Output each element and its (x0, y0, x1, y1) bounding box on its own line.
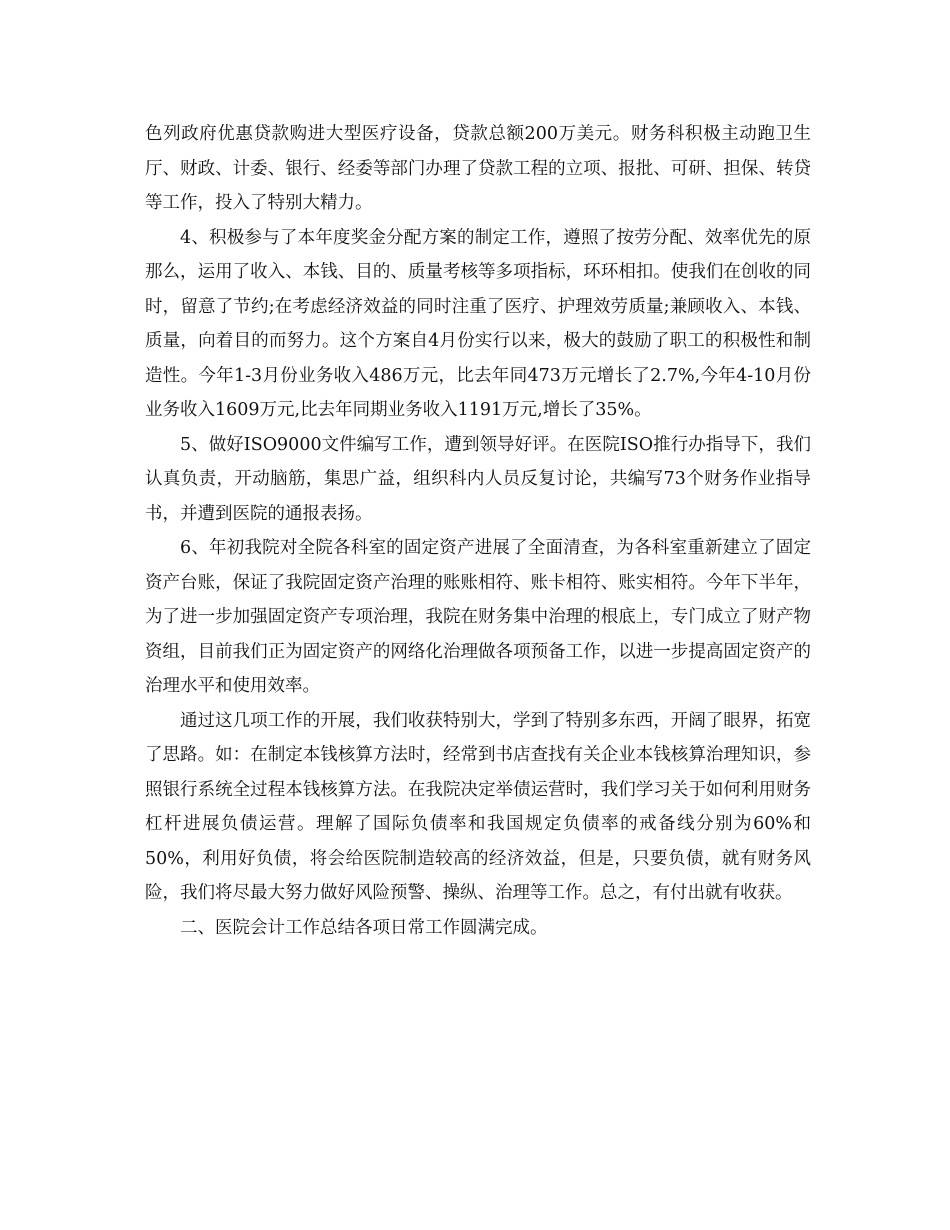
paragraph-loan-continuation: 色列政府优惠贷款购进大型医疗设备，贷款总额200万美元。财务科积极主动跑卫生厅、财政、计委、银行、经委等部门办理了贷款工程的立项、报批、可研、担保、转贷等工作，投入了特别大精力。 (145, 124, 811, 213)
paragraph-gains: 通过这几项工作的开展，我们收获特别大，学到了特别多东西，开阔了眼界，拓宽了思路。如：在制定本钱核算方法时，经常到书店查找有关企业本钱核算治理知识，参照银行系统全过程本钱核算方法。在我院决定举债运营时，我们学习关于如何利用财务杠杆进展负债运营。理解了国际负债率和我国规定负债率的戒备线分别为60%和50%，利用好负债，将会给医院制造较高的经济效益，但是，只要负债，就有财务风险，我们将尽最大努力做好风险预警、操纵、治理等工作。总之，有付出就有收获。 (145, 710, 811, 903)
paragraph-fixed-assets: 6、年初我院对全院各科室的固定资产进展了全面清查，为各科室重新建立了固定资产台账，保证了我院固定资产治理的账账相符、账卡相符、账实相符。今年下半年，为了进一步加强固定资产专项治理，我院在财务集中治理的根底上，专门成立了财产物资组，目前我们正为固定资产的网络化治理做各项预备工作，以进一步提高固定资产的治理水平和使用效率。 (145, 538, 811, 696)
paragraph-section-two-heading: 二、医院会计工作总结各项日常工作圆满完成。 (180, 917, 548, 938)
paragraph-bonus-plan: 4、积极参与了本年度奖金分配方案的制定工作，遵照了按劳分配、效率优先的原那么，运用了收入、本钱、目的、质量考核等多项指标，环环相扣。使我们在创收的同时，留意了节约;在考虑经济效益的同时注重了医疗、护理效劳质量;兼顾收入、本钱、质量，向着目的而努力。这个方案自4月份实行以来，极大的鼓励了职工的积极性和制造性。今年1-3月份业务收入486万元，比去年同473万元增长了2.7%,今年4-10月份业务收入1609万元,比去年同期业务收入1191万元,增长了35%。 (145, 227, 811, 420)
paragraph-iso9000: 5、做好ISO9000文件编写工作，遭到领导好评。在医院ISO推行办指导下，我们认真负责，开动脑筋，集思广益，组织科内人员反复讨论，共编写73个财务作业指导书，并遭到医院的通报表扬。 (145, 434, 811, 524)
document-body (145, 117, 811, 945)
